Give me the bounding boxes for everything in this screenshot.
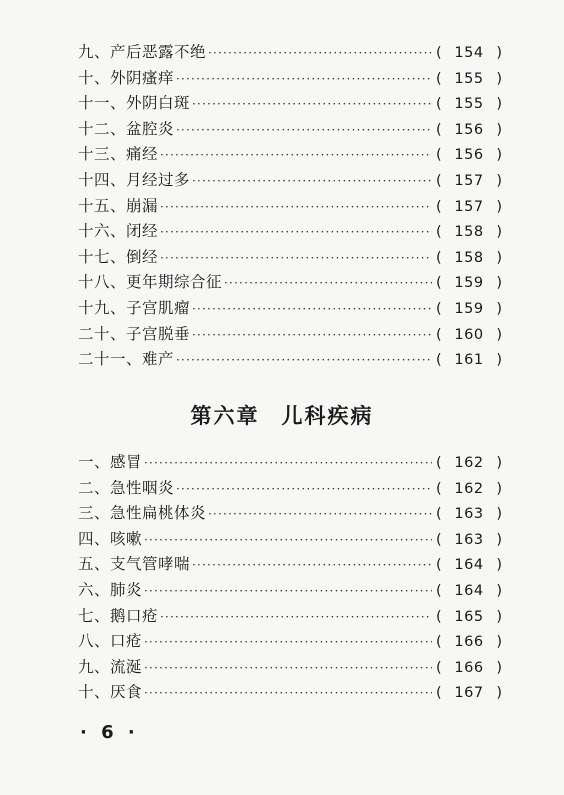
- toc-entry[interactable]: [78, 527, 502, 553]
- toc-entry[interactable]: [78, 578, 502, 604]
- close-paren: ): [496, 480, 502, 497]
- open-paren: (: [436, 531, 442, 548]
- close-paren: ): [496, 147, 502, 164]
- toc-entry-page: [436, 451, 502, 477]
- open-paren: (: [436, 506, 442, 523]
- toc-leader-dots: [192, 92, 432, 118]
- close-paren: ): [496, 326, 502, 343]
- toc-page-number: 156: [454, 121, 484, 138]
- close-paren: ): [496, 659, 502, 676]
- toc-leader-dots: [160, 143, 432, 169]
- toc-entry[interactable]: [78, 501, 502, 527]
- toc-leader-dots: [144, 681, 432, 707]
- toc-entry[interactable]: [78, 66, 502, 92]
- toc-entry[interactable]: [78, 219, 502, 245]
- toc-page-number: 156: [454, 147, 484, 164]
- toc-entry-title: 二十、子宫脱垂: [78, 324, 191, 343]
- toc-page-number: 160: [454, 326, 484, 343]
- toc-entry[interactable]: [78, 604, 502, 630]
- toc-leader-dots: [144, 451, 432, 477]
- toc-entry[interactable]: [78, 629, 502, 655]
- toc-entry-title: 八、口疮: [78, 632, 143, 651]
- toc-leader-dots: [160, 605, 432, 631]
- toc-entry[interactable]: [78, 168, 502, 194]
- toc-entry-page: [436, 323, 502, 349]
- toc-entry-page: [436, 67, 502, 93]
- toc-entry-page: [436, 41, 502, 67]
- toc-entry-title: 十、外阴瘙痒: [78, 68, 175, 87]
- toc-list-gynecology: [78, 40, 502, 373]
- open-paren: (: [436, 634, 442, 651]
- toc-entry[interactable]: [78, 245, 502, 271]
- open-paren: (: [436, 172, 442, 189]
- toc-entry[interactable]: [78, 91, 502, 117]
- close-paren: ): [496, 557, 502, 574]
- close-paren: ): [496, 45, 502, 61]
- close-paren: ): [496, 352, 502, 369]
- open-paren: (: [436, 224, 442, 241]
- toc-entry-title: 十三、痛经: [78, 145, 159, 164]
- toc-entry-title: 四、咳嗽: [78, 529, 143, 548]
- toc-entry-page: [436, 271, 502, 297]
- close-paren: ): [496, 96, 502, 113]
- toc-leader-dots: [144, 630, 432, 656]
- toc-entry-page: [436, 195, 502, 221]
- toc-page-number: 167: [454, 685, 484, 702]
- toc-entry-title: 九、产后恶露不绝: [78, 43, 207, 61]
- toc-leader-dots: [192, 169, 432, 195]
- toc-entry-page: [436, 528, 502, 554]
- toc-entry-title: 二、急性咽炎: [78, 478, 175, 497]
- toc-leader-dots: [192, 297, 432, 323]
- close-paren: ): [496, 300, 502, 317]
- toc-leader-dots: [192, 553, 432, 579]
- close-paren: ): [496, 608, 502, 625]
- toc-page-number: 165: [454, 608, 484, 625]
- open-paren: (: [436, 147, 442, 164]
- close-paren: ): [496, 685, 502, 702]
- toc-entry-page: [436, 630, 502, 656]
- toc-entry-title: 七、鹅口疮: [78, 606, 159, 625]
- toc-leader-dots: [208, 502, 432, 528]
- toc-entry[interactable]: [78, 552, 502, 578]
- toc-entry-page: [436, 143, 502, 169]
- toc-entry-title: 十二、盆腔炎: [78, 119, 175, 138]
- toc-entry-page: [436, 681, 502, 707]
- toc-entry-page: [436, 348, 502, 374]
- toc-entry-title: 十一、外阴白斑: [78, 94, 191, 113]
- toc-page-number: 162: [454, 455, 484, 471]
- toc-page-number: 159: [454, 275, 484, 292]
- open-paren: (: [436, 659, 442, 676]
- toc-entry-title: 十九、子宫肌瘤: [78, 298, 191, 317]
- close-paren: ): [496, 506, 502, 523]
- toc-entry[interactable]: [78, 450, 502, 476]
- toc-entry[interactable]: [78, 194, 502, 220]
- toc-page-number: 157: [454, 198, 484, 215]
- toc-entry[interactable]: [78, 347, 502, 373]
- toc-leader-dots: [144, 579, 432, 605]
- toc-leader-dots: [176, 348, 432, 374]
- open-paren: (: [436, 121, 442, 138]
- open-paren: (: [436, 455, 442, 471]
- toc-leader-dots: [192, 323, 432, 349]
- open-paren: (: [436, 275, 442, 292]
- close-paren: ): [496, 224, 502, 241]
- toc-page-number: 157: [454, 172, 484, 189]
- toc-page-number: 154: [454, 45, 484, 61]
- close-paren: ): [496, 70, 502, 87]
- close-paren: ): [496, 455, 502, 471]
- toc-entry-page: [436, 220, 502, 246]
- toc-entry[interactable]: [78, 476, 502, 502]
- toc-entry-title: 五、支气管哮喘: [78, 555, 191, 574]
- open-paren: (: [436, 198, 442, 215]
- toc-page-number: 164: [454, 582, 484, 599]
- toc-page-number: 155: [454, 96, 484, 113]
- toc-page-number: 162: [454, 480, 484, 497]
- toc-entry-page: [436, 169, 502, 195]
- toc-entry-page: [436, 246, 502, 272]
- close-paren: ): [496, 121, 502, 138]
- toc-leader-dots: [176, 67, 432, 93]
- toc-leader-dots: [224, 271, 432, 297]
- toc-entry-title: 十七、倒经: [78, 247, 159, 266]
- toc-entry-page: [436, 579, 502, 605]
- toc-entry-title: 九、流涎: [78, 657, 143, 676]
- toc-page-number: 163: [454, 531, 484, 548]
- toc-entry[interactable]: [78, 142, 502, 168]
- open-paren: (: [436, 352, 442, 369]
- chapter-number: 第六章: [190, 404, 260, 428]
- toc-entry[interactable]: [78, 40, 502, 66]
- chapter-heading: [0, 400, 564, 430]
- toc-page-number: 158: [454, 224, 484, 241]
- toc-entry-page: [436, 553, 502, 579]
- toc-entry-title: 二十一、难产: [78, 350, 175, 369]
- toc-page-number: 166: [454, 634, 484, 651]
- toc-page-number: 159: [454, 300, 484, 317]
- toc-page-number: 164: [454, 557, 484, 574]
- toc-entry-page: [436, 477, 502, 503]
- close-paren: ): [496, 531, 502, 548]
- toc-page-number: 163: [454, 506, 484, 523]
- toc-entry[interactable]: [78, 270, 502, 296]
- toc-page-number: 158: [454, 249, 484, 266]
- toc-leader-dots: [208, 41, 432, 67]
- toc-entry-page: [436, 656, 502, 682]
- open-paren: (: [436, 70, 442, 87]
- toc-entry-title: 十八、更年期综合征: [78, 273, 223, 292]
- close-paren: ): [496, 582, 502, 599]
- page-number: · 6 ·: [80, 722, 139, 743]
- toc-entry-page: [436, 118, 502, 144]
- toc-leader-dots: [144, 656, 432, 682]
- toc-entry[interactable]: [78, 655, 502, 681]
- close-paren: ): [496, 249, 502, 266]
- toc-entry-title: 六、肺炎: [78, 580, 143, 599]
- toc-entry-page: [436, 297, 502, 323]
- toc-entry-title: 一、感冒: [78, 453, 143, 471]
- close-paren: ): [496, 172, 502, 189]
- open-paren: (: [436, 480, 442, 497]
- open-paren: (: [436, 45, 442, 61]
- toc-entry-title: 十、厌食: [78, 683, 143, 702]
- toc-entry-title: 三、急性扁桃体炎: [78, 504, 207, 523]
- open-paren: (: [436, 557, 442, 574]
- toc-entry[interactable]: [78, 296, 502, 322]
- toc-entry-page: [436, 92, 502, 118]
- toc-entry-page: [436, 502, 502, 528]
- open-paren: (: [436, 249, 442, 266]
- toc-page-number: 166: [454, 659, 484, 676]
- open-paren: (: [436, 96, 442, 113]
- close-paren: ): [496, 634, 502, 651]
- open-paren: (: [436, 685, 442, 702]
- close-paren: ): [496, 275, 502, 292]
- toc-entry-title: 十四、月经过多: [78, 170, 191, 189]
- open-paren: (: [436, 582, 442, 599]
- toc-entry-page: [436, 605, 502, 631]
- open-paren: (: [436, 300, 442, 317]
- open-paren: (: [436, 326, 442, 343]
- toc-list-pediatrics: [78, 450, 502, 706]
- toc-leader-dots: [160, 220, 432, 246]
- toc-entry[interactable]: [78, 117, 502, 143]
- toc-leader-dots: [160, 195, 432, 221]
- toc-leader-dots: [176, 477, 432, 503]
- toc-leader-dots: [176, 118, 432, 144]
- toc-page-number: 161: [454, 352, 484, 369]
- open-paren: (: [436, 608, 442, 625]
- toc-entry[interactable]: [78, 322, 502, 348]
- toc-page-number: 155: [454, 70, 484, 87]
- toc-entry[interactable]: [78, 680, 502, 706]
- toc-entry-title: 十六、闭经: [78, 222, 159, 241]
- toc-entry-title: 十五、崩漏: [78, 196, 159, 215]
- close-paren: ): [496, 198, 502, 215]
- toc-leader-dots: [144, 528, 432, 554]
- chapter-title: 儿科疾病: [281, 404, 374, 428]
- toc-leader-dots: [160, 246, 432, 272]
